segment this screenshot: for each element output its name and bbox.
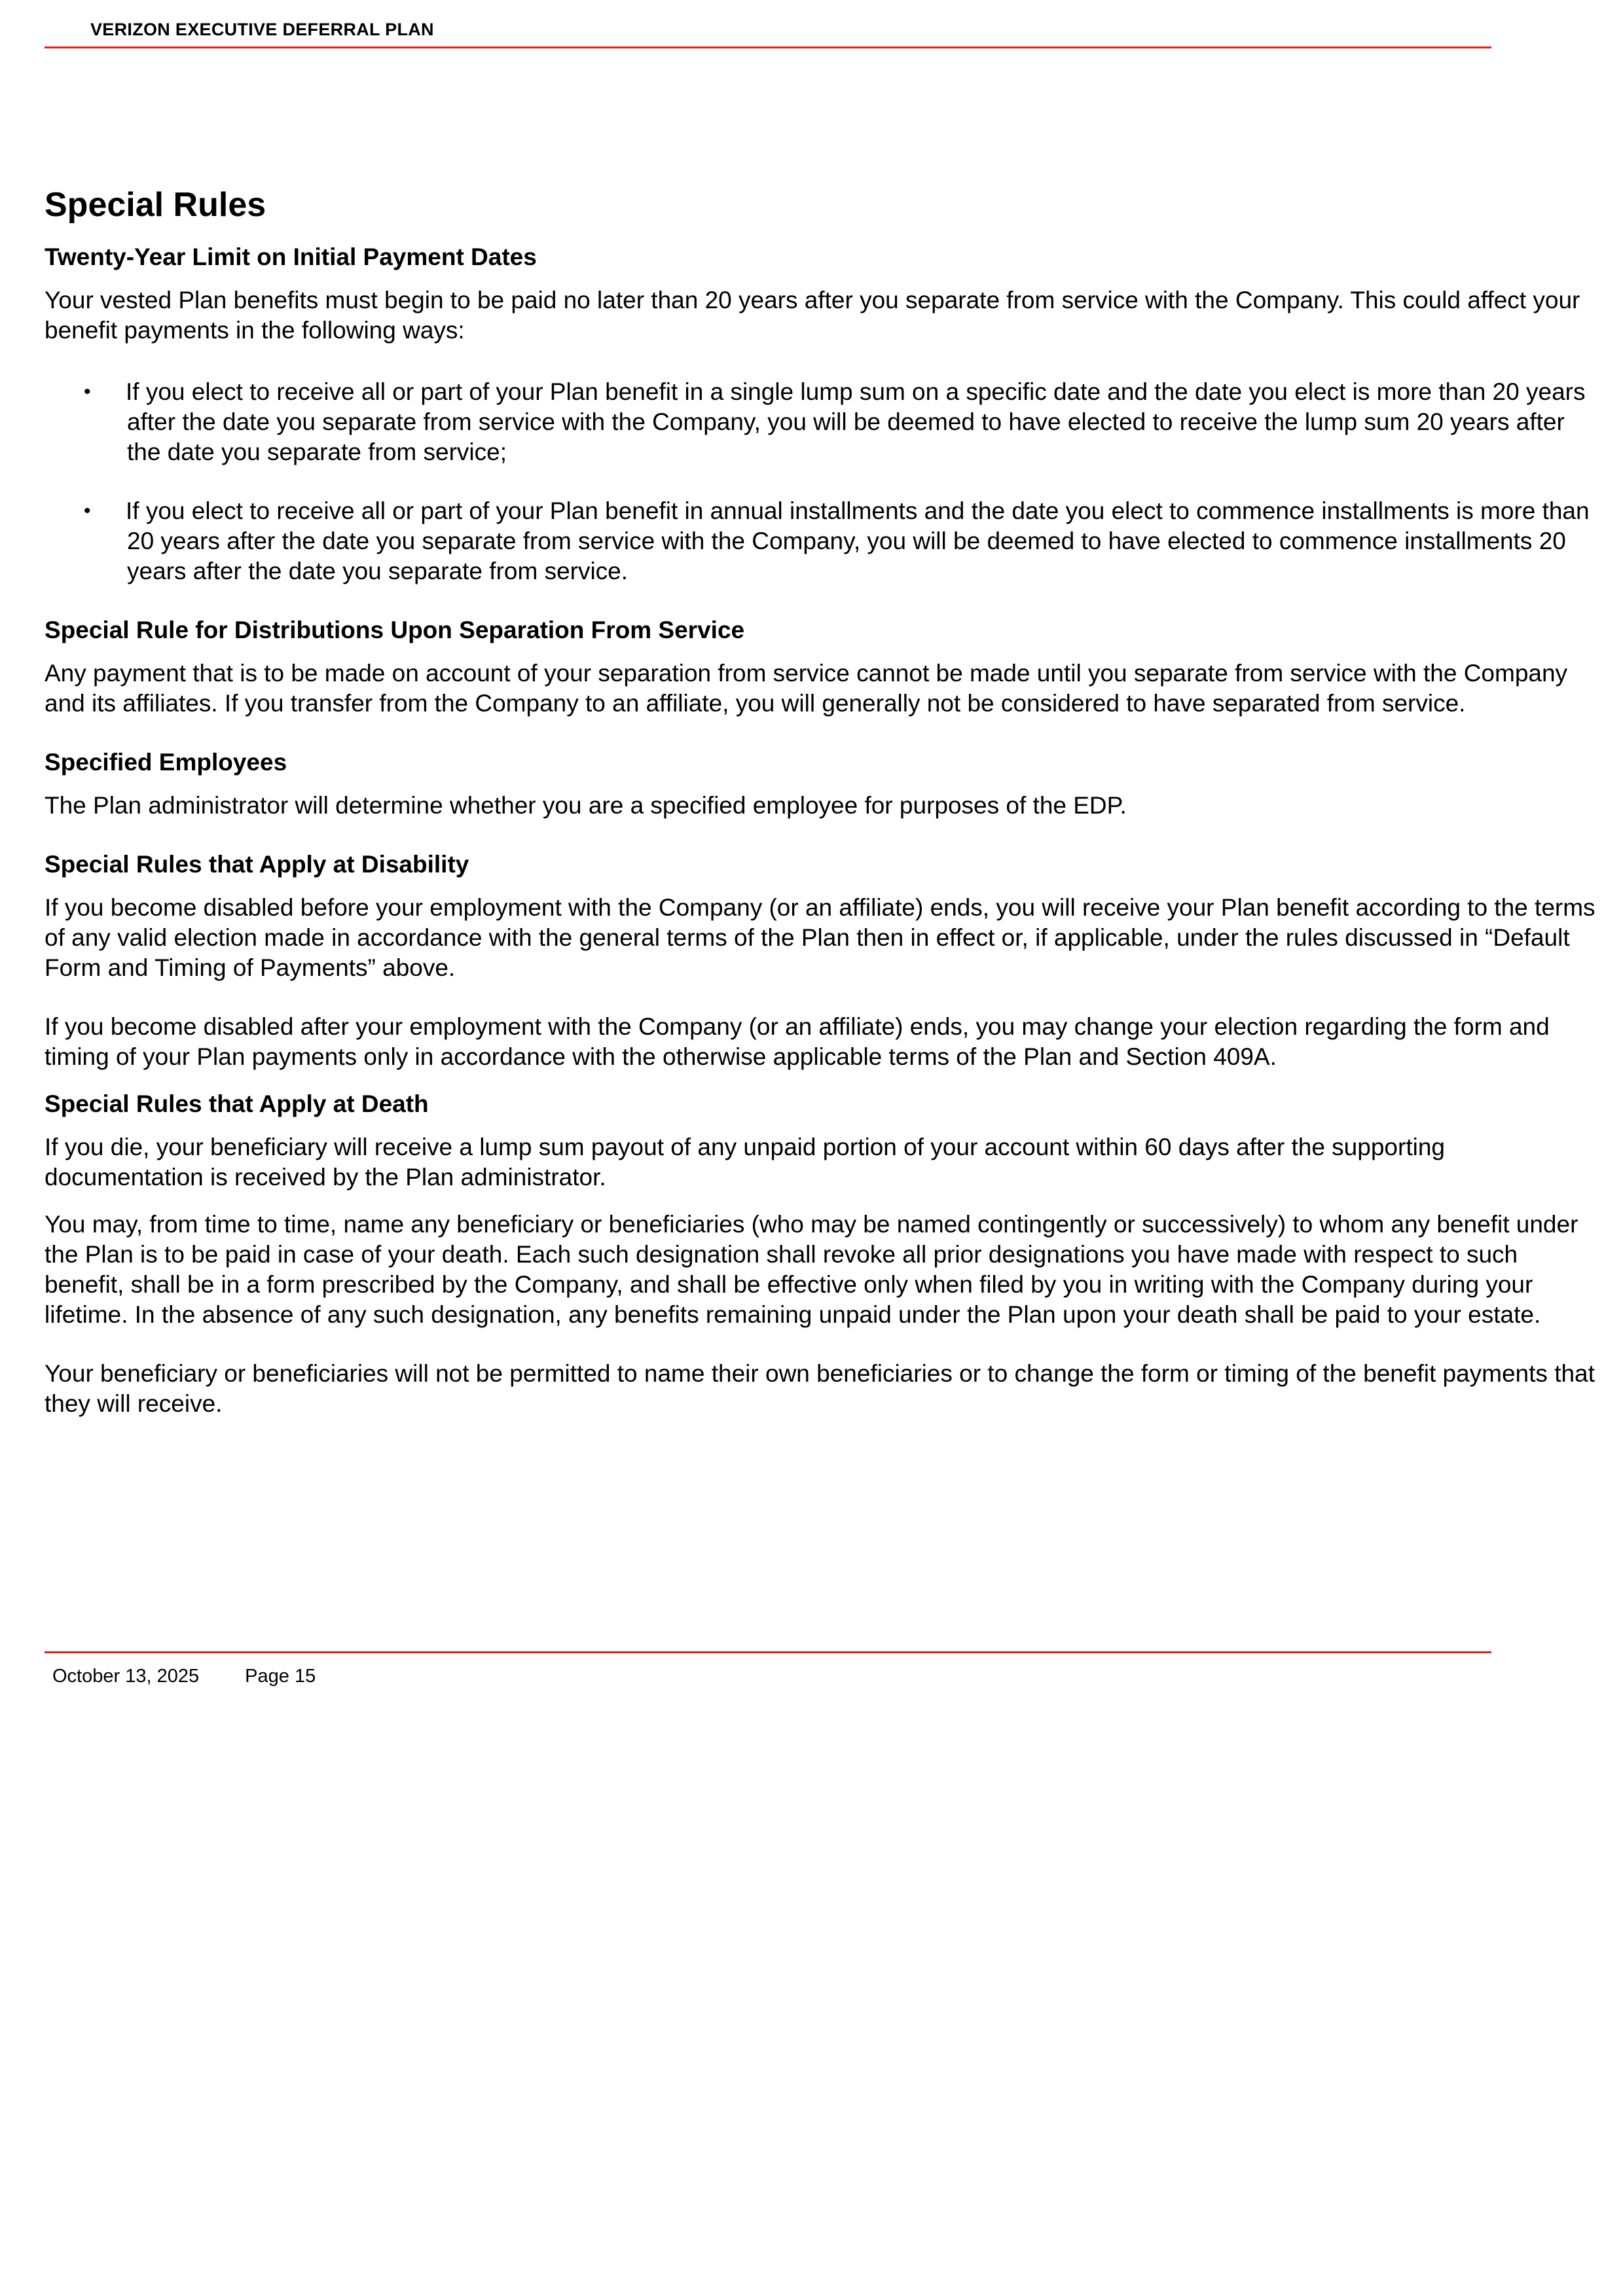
bullet-text: If you elect to receive all or part of your Plan benefit in annual installments and the date you elect to commence installments is more than 20 years after the date you separate from service with the Company, you will be deemed to have elected to commence installments 20 years after the date you separate from service. [126, 497, 1590, 584]
section-paragraph: If you become disabled after your employment with the Company (or an affiliate) ends, you may change your election regarding the form and timing of your Plan payments only in accordance with the otherwise applicable terms of the Plan and Section 409A. [45, 1013, 1550, 1070]
section-paragraph: If you die, your beneficiary will receive a lump sum payout of any unpaid portion of your account within 60 days after the supporting documentation is received by the Plan administrator. [45, 1134, 1445, 1191]
section-heading: Special Rules that Apply at Death [45, 1090, 429, 1117]
section-paragraph: If you become disabled before your employment with the Company (or an affiliate) ends, you will receive your Plan benefit according to the terms of any valid election made in accordance with the general terms of the Plan then in effect or, if applicable, under the rules discussed in “Default Form and Timing of Payments” above. [45, 894, 1596, 981]
section-paragraph: You may, from time to time, name any beneficiary or beneficiaries (who may be named contingently or successively) to whom any benefit under the Plan is to be paid in case of your death. Each such designation shall revoke all prior designations you have made with respect to such benefit, shall be in a form prescribed by the Company, and shall be effective only when filed by you in writing with the Company during your lifetime. In the absence of any such designation, any benefits remaining unpaid under the Plan upon your death shall be paid to your estate. [45, 1211, 1578, 1328]
main-content [45, 183, 1603, 1448]
section-death [45, 1089, 1603, 1419]
bullet-list [45, 377, 1603, 586]
bullet-icon: • [84, 381, 91, 403]
section-paragraph: Your beneficiary or beneficiaries will not be permitted to name their own beneficiaries or to change the form or timing of the benefit payments that they will receive. [45, 1360, 1595, 1417]
section-specified-employees [45, 747, 1603, 821]
header-divider [45, 46, 1491, 48]
section-separation-from-service [45, 615, 1603, 719]
document-header-title: VERIZON EXECUTIVE DEFERRAL PLAN [90, 20, 434, 39]
section-disability [45, 850, 1603, 1072]
bullet-item [45, 377, 1603, 467]
section-heading: Twenty-Year Limit on Initial Payment Dates [45, 243, 537, 270]
section-paragraph: Any payment that is to be made on account of your separation from service cannot be made until you separate from service with the Company and its affiliates. If you transfer from the Company to an affiliate, you will generally not be considered to have separated from service. [45, 660, 1568, 717]
bullet-icon: • [84, 500, 91, 522]
footer-page-number: Page 15 [245, 1666, 316, 1687]
section-heading: Specified Employees [45, 749, 287, 776]
bullet-text: If you elect to receive all or part of your Plan benefit in a single lump sum on a specific date and the date you elect is more than 20 years after the date you separate from service with the Company, you will be deemed to have elected to receive the lump sum 20 years after the date you separate from service; [126, 378, 1586, 465]
section-twenty-year-limit [45, 242, 1603, 586]
footer-date: October 13, 2025 [52, 1666, 200, 1687]
bullet-item [45, 496, 1603, 586]
section-heading: Special Rule for Distributions Upon Separation From Service [45, 617, 745, 643]
section-paragraph: Your vested Plan benefits must begin to be paid no later than 20 years after you separate from service with the Company. This could affect your benefit payments in the following ways: [45, 287, 1580, 344]
footer-divider [45, 1651, 1491, 1653]
page-footer [52, 1666, 316, 1687]
section-paragraph: The Plan administrator will determine whether you are a specified employee for purposes of the EDP. [45, 792, 1127, 819]
page-title: Special Rules [45, 186, 266, 224]
section-heading: Special Rules that Apply at Disability [45, 851, 469, 878]
